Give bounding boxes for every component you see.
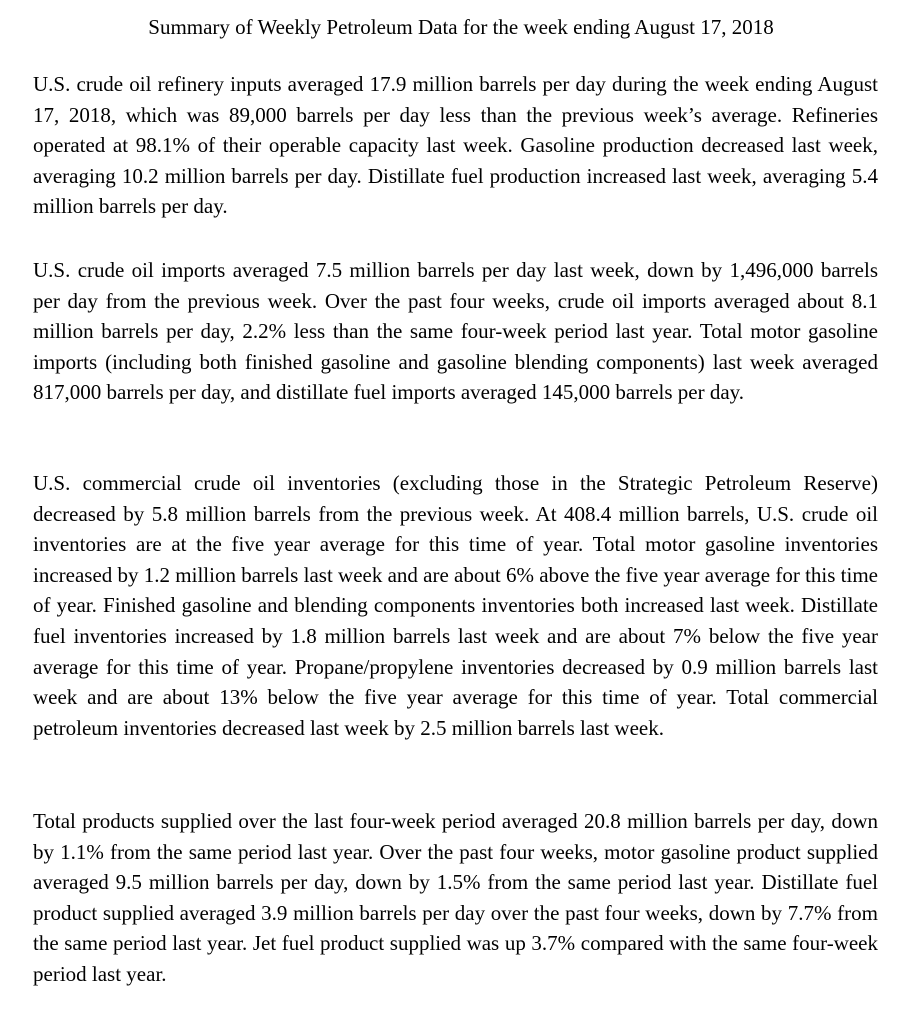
- paragraph-refinery-inputs: U.S. crude oil refinery inputs averaged 17.9 million barrels per day during the week ending August 17, 2018, which was 89,000 barrels per day less than the previous week’s average. Refineries operated at 98.1% of their operable capacity last week. Gasoline production decreased last week, averaging 10.2 million barrels per day. Distillate fuel production increased last week, averaging 5.4 million barrels per day.: [33, 72, 878, 219]
- paragraph-crude-imports: U.S. crude oil imports averaged 7.5 million barrels per day last week, down by 1,496,000 barrels per day from the previous week. Over the past four weeks, crude oil imports averaged about 8.1 million barrels per day, 2.2% less than the same four-week period last year. Total motor gasoline imports (including both finished gasoline and gasoline blending components) last week averaged 817,000 barrels per day, and distillate fuel imports averaged 145,000 barrels per day.: [33, 258, 878, 405]
- paragraph-products-supplied: Total products supplied over the last four-week period averaged 20.8 million barrels per day, down by 1.1% from the same period last year. Over the past four weeks, motor gasoline product supplied averaged 9.5 million barrels per day, down by 1.5% from the same period last year. Distillate fuel product supplied averaged 3.9 million barrels per day over the past four weeks, down by 7.7% from the same period last year. Jet fuel product supplied was up 3.7% compared with the same four-week period last year.: [33, 809, 878, 986]
- paragraph-inventories: U.S. commercial crude oil inventories (excluding those in the Strategic Petroleum Reserve) decreased by 5.8 million barrels from the previous week. At 408.4 million barrels, U.S. crude oil inventories are at the five year average for this time of year. Total motor gasoline inventories increased by 1.2 million barrels last week and are about 6% above the five year average for this time of year. Finished gasoline and blending components inventories both increased last week. Distillate fuel inventories increased by 1.8 million barrels last week and are about 7% below the five year average for this time of year. Propane/propylene inventories decreased by 0.9 million barrels last week and are about 13% below the five year average for this time of year. Total commercial petroleum inventories decreased last week by 2.5 million barrels last week.: [33, 471, 878, 740]
- document-title: Summary of Weekly Petroleum Data for the week ending August 17, 2018: [148, 15, 774, 39]
